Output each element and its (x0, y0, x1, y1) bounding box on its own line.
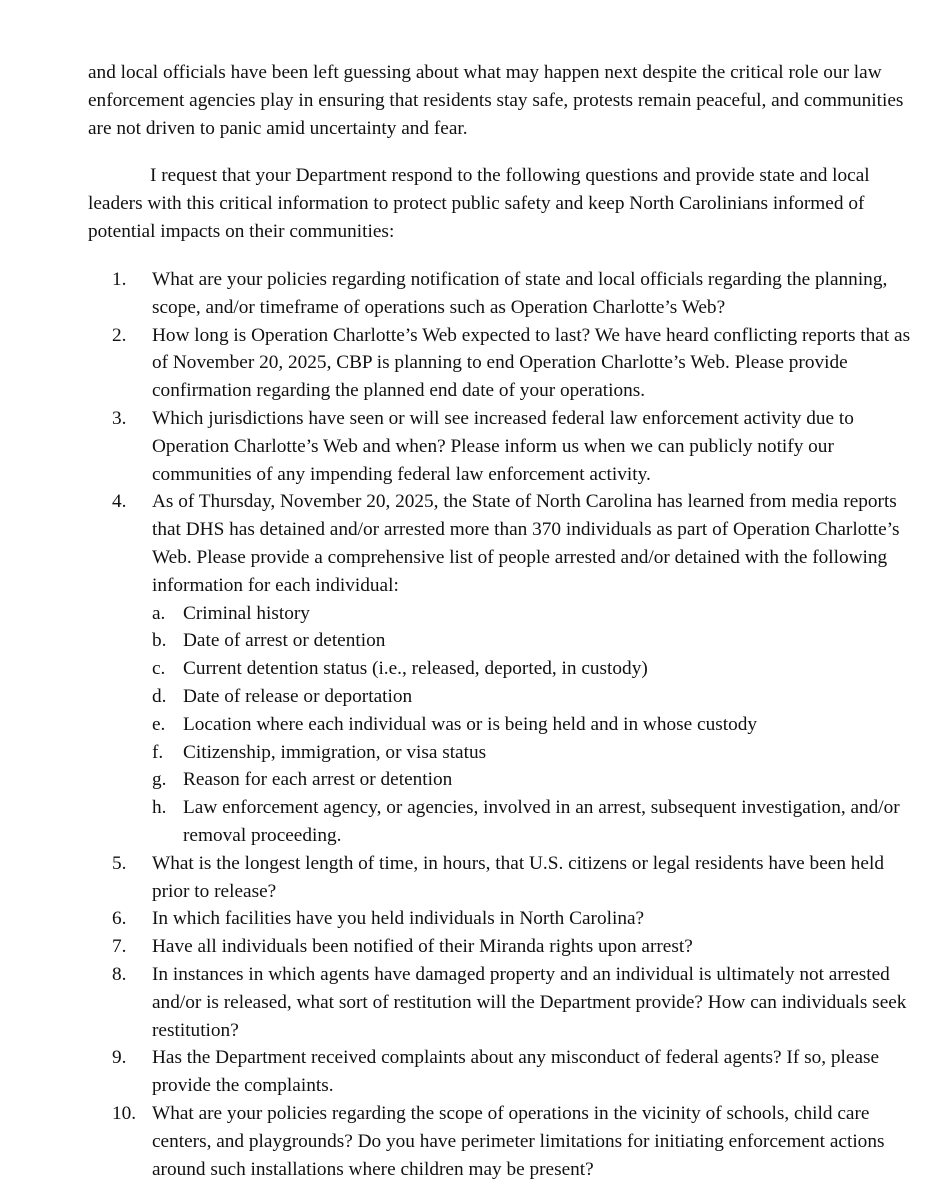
request-paragraph (88, 162, 918, 245)
question-item (112, 905, 912, 933)
question-text: As of Thursday, November 20, 2025, the State of North Carolina has learned from media reports that DHS has detained and/or arrested more than 370 individuals as part of Operation Charlotte’s Web. Please provide a comprehensive list of people arrested and/or detained with the following information for each individual: (152, 491, 900, 596)
sublist-item (152, 655, 912, 683)
sublist-item (152, 627, 912, 655)
question-number: 9. (112, 1047, 127, 1069)
sublist-item (152, 794, 912, 850)
sublist-text: Citizenship, immigration, or visa status (183, 741, 487, 763)
question-number: 3. (112, 407, 127, 429)
question-text: In which facilities have you held individuals in North Carolina? (152, 908, 645, 930)
sublist-text: Date of release or deportation (183, 685, 413, 707)
detail-sublist (152, 600, 912, 850)
sublist-text: Location where each individual was or is being held and in whose custody (183, 713, 758, 735)
question-text: Which jurisdictions have seen or will see increased federal law enforcement activity due to Operation Charlotte’s Web and when? Please inform us when we can publicly notify our communities of any impending federal law enforcement activity. (152, 407, 854, 485)
question-item (112, 961, 912, 1044)
question-number: 10. (112, 1102, 137, 1124)
question-number: 8. (112, 963, 127, 985)
question-list (112, 266, 912, 1183)
question-item (112, 933, 912, 961)
intro-paragraph: and local officials have been left guessing about what may happen next despite the critical role our law enforcement agencies play in ensuring that residents stay safe, protests remain peaceful, and communities are not driven to panic amid uncertainty and fear. (88, 62, 904, 139)
sublist-item (152, 739, 912, 767)
question-text: How long is Operation Charlotte’s Web expected to last? We have heard conflicting reports that as of November 20, 2025, CBP is planning to end Operation Charlotte’s Web. Please provide confirmation regarding the planned end date of your operations. (152, 324, 911, 402)
sublist-text: Criminal history (183, 602, 310, 624)
question-text: Has the Department received complaints about any misconduct of federal agents? If so, please provide the complaints. (152, 1047, 880, 1097)
sublist-letter: h. (152, 797, 167, 819)
question-item (112, 488, 912, 849)
sublist-text: Law enforcement agency, or agencies, involved in an arrest, subsequent investigation, and/or removal proceeding. (183, 797, 900, 846)
question-text: What is the longest length of time, in hours, that U.S. citizens or legal residents have been held prior to release? (152, 852, 884, 902)
question-item (112, 405, 912, 488)
question-item (112, 1100, 912, 1183)
sublist-item (152, 711, 912, 739)
sublist-letter: g. (152, 769, 167, 791)
question-text: In instances in which agents have damaged property and an individual is ultimately not arrested and/or is released, what sort of restitution will the Department provide? How can individuals seek restitution? (152, 963, 907, 1041)
sublist-item (152, 600, 912, 628)
sublist-letter: b. (152, 630, 167, 652)
question-item (112, 266, 912, 322)
question-text: Have all individuals been notified of their Miranda rights upon arrest? (152, 936, 693, 958)
question-number: 7. (112, 936, 127, 958)
question-item (112, 1044, 912, 1100)
question-number: 4. (112, 491, 127, 513)
question-text: What are your policies regarding the scope of operations in the vicinity of schools, child care centers, and playgrounds? Do you have perimeter limitations for initiating enforcement actions around such installations where children may be present? (152, 1102, 885, 1180)
question-number: 2. (112, 324, 127, 346)
request-paragraph-text: I request that your Department respond to the following questions and provide state and local leaders with this critical information to protect public safety and keep North Carolinians informed of potential impacts on their communities: (88, 165, 870, 242)
question-number: 6. (112, 908, 127, 930)
sublist-letter: a. (152, 602, 166, 624)
sublist-text: Current detention status (i.e., released, deported, in custody) (183, 658, 648, 680)
question-number: 1. (112, 269, 127, 290)
sublist-letter: f. (152, 741, 164, 763)
sublist-letter: d. (152, 685, 167, 707)
question-item (112, 850, 912, 906)
sublist-letter: c. (152, 658, 166, 680)
question-item (112, 322, 912, 405)
sublist-item (152, 766, 912, 794)
sublist-letter: e. (152, 713, 166, 735)
sublist-item (152, 683, 912, 711)
question-text: What are your policies regarding notification of state and local officials regarding the planning, scope, and/or timeframe of operations such as Operation Charlotte’s Web? (152, 269, 888, 318)
question-number: 5. (112, 852, 127, 874)
sublist-text: Reason for each arrest or detention (183, 769, 453, 791)
sublist-text: Date of arrest or detention (183, 630, 386, 652)
